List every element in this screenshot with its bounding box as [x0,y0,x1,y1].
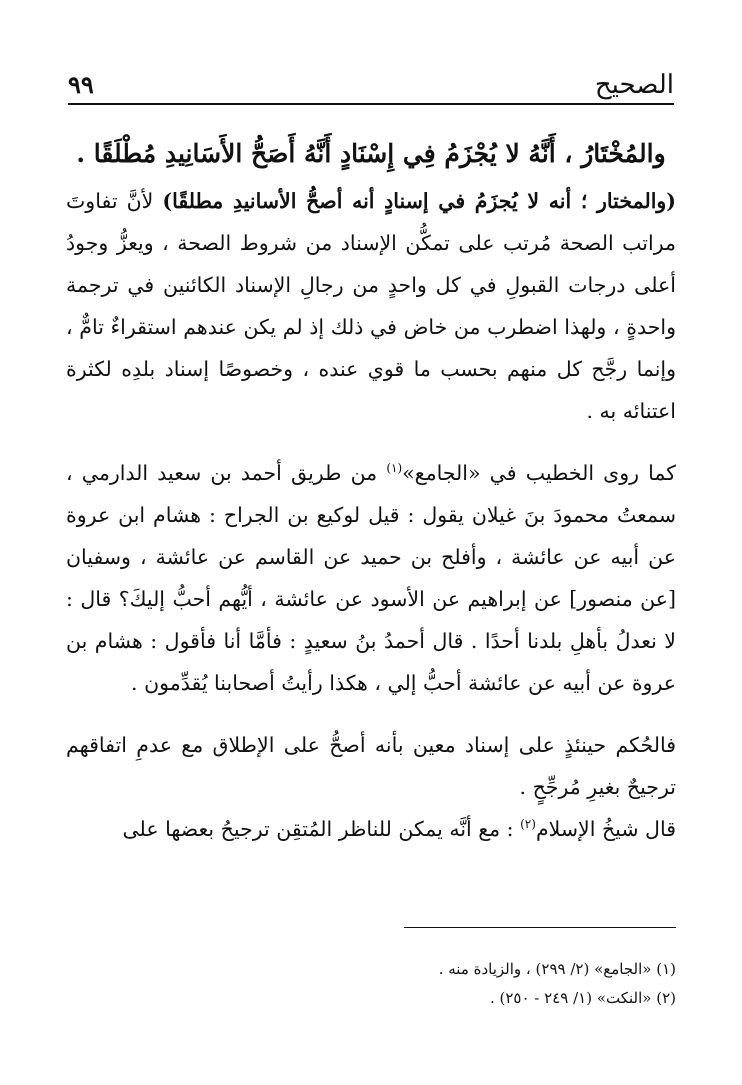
matn-text: والمُخْتَارُ ، أَنَّهُ لا يُجْزَمُ فِي إِسْنَادٍ أَنَّهُ أَصَحُّ الأَسَانِيدِ مُطْلَقًا . [76,139,666,168]
page-header [68,70,674,100]
footnote-1: (١) «الجامع» (٢/ ٢٩٩) ، والزيادة منه . [438,960,676,978]
running-head-title: الصحيح [594,70,674,100]
paragraph-4-lead: قال شيخُ الإسلام [535,817,676,841]
footnote-separator [404,927,676,928]
page-number: ٩٩ [68,70,94,99]
paragraph-1-text: لأنَّ تفاوتَ مراتب الصحة مُرتب على تمكُّن الإسناد من شروط الصحة ، ويعزُّ وجودُ أعلى درجات القبولِ في كل واحدٍ من رجالِ الإسناد الكائنين في ترجمة واحدةٍ ، ولهذا اضطرب من خاض في ذلك إذ لم يكن عندهم استقراءٌ تامٌّ ، وإنما رجَّح كل منهم بحسب ما قوي عنده ، وخصوصًا إسناد بلدِه لكثرة اعتنائه به . [66,189,676,423]
header-rule [68,103,674,105]
paragraph-1 [66,180,676,432]
paragraph-4 [66,808,676,850]
paragraph-3 [66,724,676,808]
paragraph-2 [66,452,676,704]
paragraph-3-text: فالحُكم حينئذٍ على إسناد معين بأنه أصحُّ على الإطلاق مع عدمِ اتفاقهم ترجيحٌ بغيرِ مُرجِّحٍ . [66,733,676,799]
footnotes [66,955,676,1013]
paragraph-2-text: من طريق أحمد بن سعيد الدارمي ، سمعتُ محمودَ بنَ غيلان يقول : قيل لوكيع بن الجراح : هشام ابن عروة عن أبيه عن عائشة ، وأفلح بن حميد عن القاسم عن عائشة ، وسفيان [عن منصور] عن إبراهيم عن الأسود عن عائشة ، أيُّهم أحبُّ إليكَ؟ قال : لا نعدلُ بأهلِ بلدنا أحدًا . قال أحمدُ بنُ سعيدٍ : فأمَّا أنا فأقول : هشام بن عروة عن أبيه عن عائشة أحبُّ إلي ، هكذا رأيتُ أصحابنا يُقدِّمون . [66,461,676,695]
paragraph-2-lead: كما روى الخطيب في «الجامع» [402,461,677,485]
footnote-ref-1[interactable]: (١) [386,461,403,476]
paragraph-4-text: : مع أنَّه يمكن للناظر المُتقِن ترجيحُ بعضها على [122,817,521,841]
footnote-ref-2[interactable]: (٢) [520,817,536,832]
footnote-2: (٢) «النكت» (١/ ٢٤٩ - ٢٥٠) . [489,989,676,1007]
commentary-body [66,180,676,850]
quoted-lemma: (والمختار ؛ أنه لا يُجزَمُ في إسنادٍ أنه أصحُّ الأسانيدِ مطلقًا) [162,189,676,213]
